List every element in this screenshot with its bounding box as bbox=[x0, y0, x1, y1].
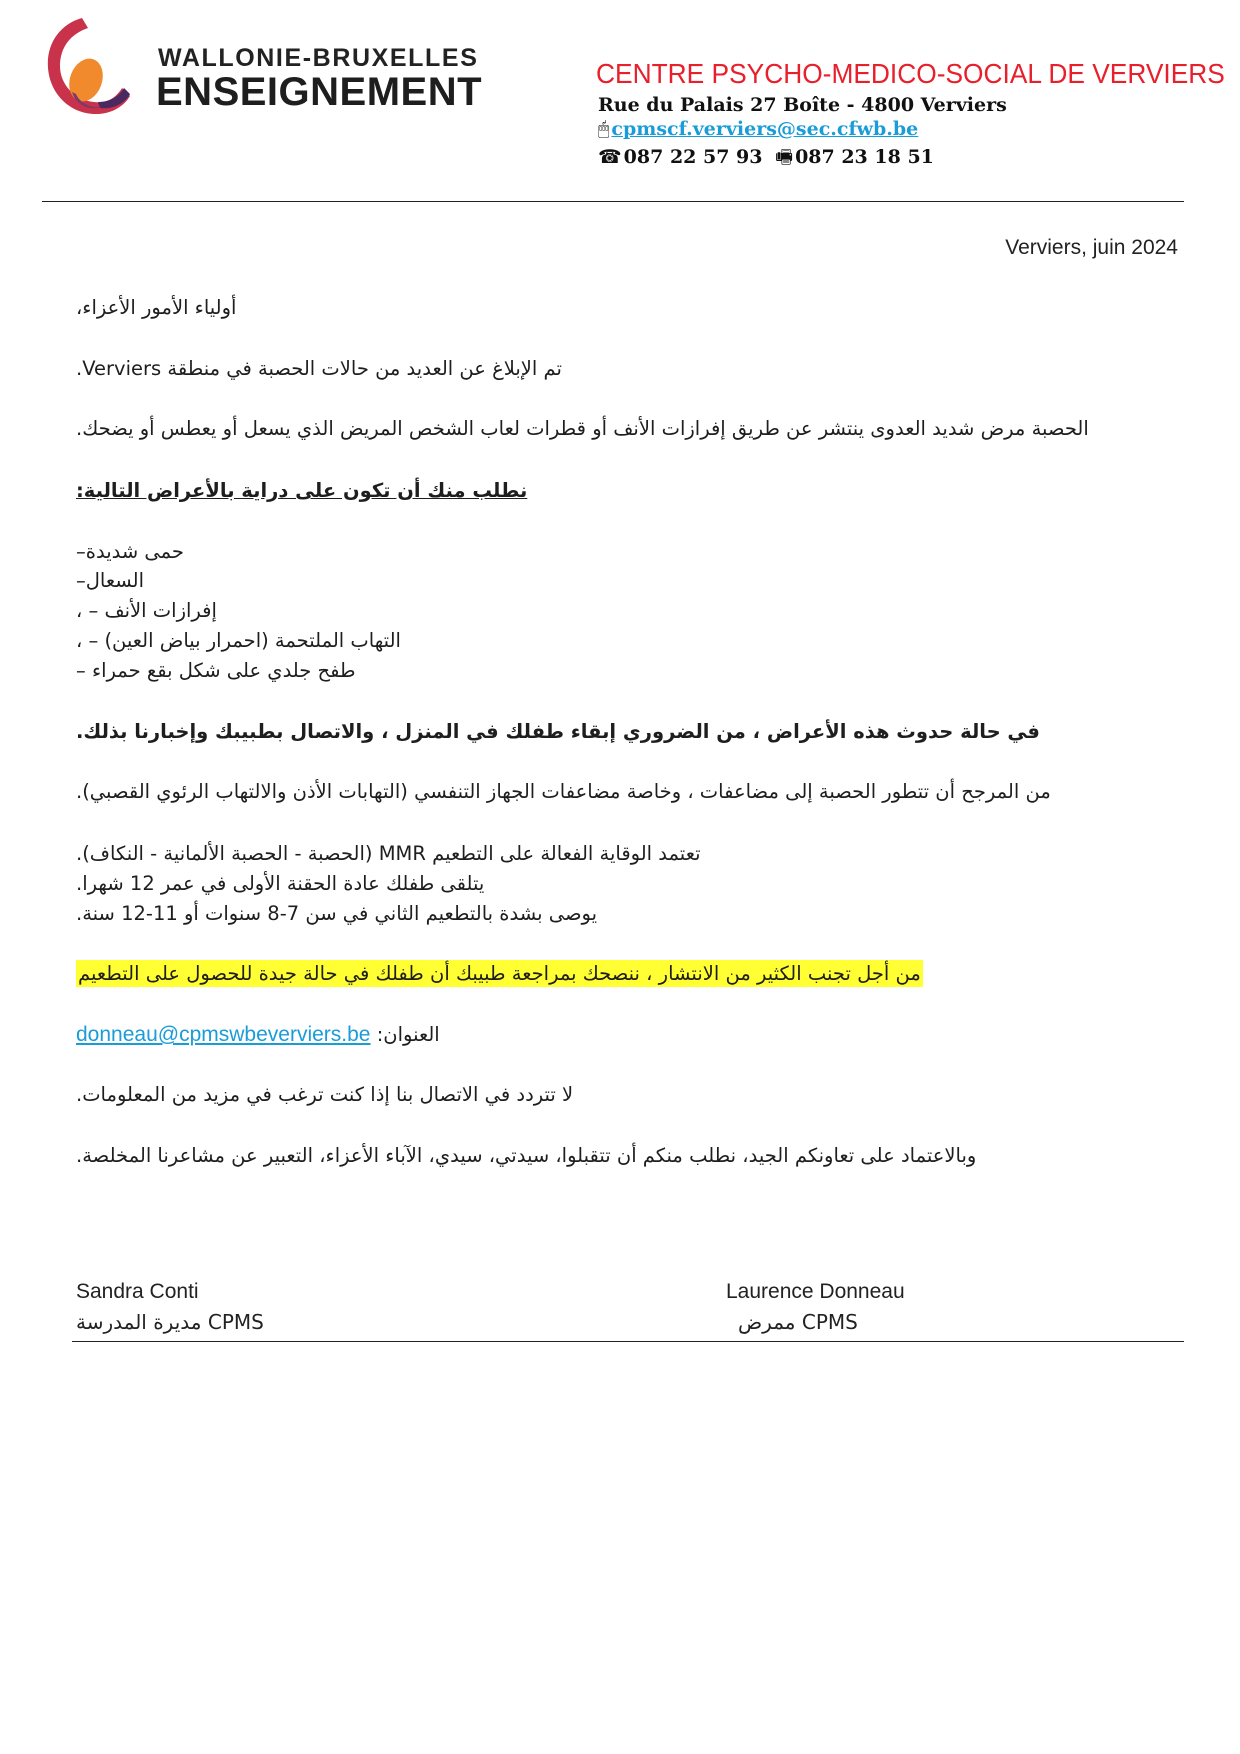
phone-icon: ☎ bbox=[598, 146, 622, 168]
brand-line-2: ENSEIGNEMENT bbox=[156, 70, 483, 114]
vaccination-line: تعتمد الوقاية الفعالة على التطعيم MMR (الحصبة - الحصبة الألمانية - النكاف). bbox=[76, 842, 701, 865]
footer-divider bbox=[72, 1341, 1184, 1342]
address-line bbox=[76, 1023, 1186, 1047]
mouse-icon: 🖱 bbox=[598, 118, 610, 140]
signatory-left-name: Sandra Conti bbox=[76, 1280, 199, 1303]
header-divider bbox=[42, 201, 1184, 202]
highlight-line bbox=[76, 962, 1186, 985]
vaccination-line: يتلقى طفلك عادة الحقنة الأولى في عمر 12 شهرا. bbox=[76, 872, 485, 895]
center-phone-line bbox=[598, 143, 934, 175]
address-label: العنوان: bbox=[376, 1023, 440, 1046]
center-email-link[interactable]: cpmscf.verviers@sec.cfwb.be bbox=[611, 118, 919, 140]
paragraph-2: الحصبة مرض شديد العدوى ينتشر عن طريق إفرازات الأنف أو قطرات لعاب الشخص المريض الذي يسعل أو يعطس أو يضحك. bbox=[76, 417, 1089, 440]
letter-date: Verviers, juin 2024 bbox=[1005, 236, 1178, 259]
center-name: CENTRE PSYCHO-MEDICO-SOCIAL DE VERVIERS bbox=[596, 58, 1225, 89]
paragraph-3: في حالة حدوث هذه الأعراض ، من الضروري إبقاء طفلك في المنزل ، والاتصال بطبيبك وإخبارنا بذلك. bbox=[76, 720, 1040, 743]
paragraph-6: لا تتردد في الاتصال بنا إذا كنت ترغب في مزيد من المعلومات. bbox=[76, 1083, 574, 1106]
fax-icon: 🖷 bbox=[775, 146, 794, 168]
center-address: Rue du Palais 27 Boîte - 4800 Verviers bbox=[598, 94, 1007, 116]
signatory-right-name: Laurence Donneau bbox=[726, 1280, 905, 1303]
symptom-item: السعال– bbox=[76, 569, 145, 592]
paragraph-7: وبالاعتماد على تعاونكم الجيد، نطلب منكم أن تتقبلوا، سيدتي، سيدي، الآباء الأعزاء، التعبير عن مشاعرنا المخلصة. bbox=[76, 1144, 977, 1167]
greeting: أولياء الأمور الأعزاء، bbox=[76, 296, 237, 319]
symptom-item: إفرازات الأنف – ، bbox=[76, 599, 217, 622]
symptom-item: طفح جلدي على شكل بقع حمراء – bbox=[76, 659, 356, 682]
paragraph-4: من المرجح أن تتطور الحصبة إلى مضاعفات ، وخاصة مضاعفات الجهاز التنفسي (التهابات الأذن والالتهاب الرئوي القصبي). bbox=[76, 780, 1051, 803]
paragraph-1: تم الإبلاغ عن العديد من حالات الحصبة في منطقة Verviers. bbox=[76, 357, 562, 380]
phone-number: 087 22 57 93 bbox=[623, 146, 763, 168]
brand-line-1: WALLONIE-BRUXELLES bbox=[158, 44, 479, 72]
symptom-item: حمى شديدة– bbox=[76, 540, 184, 563]
signatory-left-role: مديرة المدرسة CPMS bbox=[76, 1310, 264, 1334]
highlighted-advice: من أجل تجنب الكثير من الانتشار ، ننصحك بمراجعة طبيبك أن طفلك في حالة جيدة للحصول على التطعيم bbox=[78, 962, 921, 985]
center-email-line bbox=[598, 118, 918, 140]
address-email-link[interactable]: donneau@cpmswbeverviers.be bbox=[76, 1023, 371, 1046]
vaccination-line: يوصى بشدة بالتطعيم الثاني في سن 7-8 سنوات أو 11-12 سنة. bbox=[76, 902, 598, 925]
signatory-right-role: ممرض CPMS bbox=[738, 1310, 858, 1334]
wallonie-bruxelles-logo bbox=[42, 14, 132, 118]
symptom-item: التهاب الملتحمة (احمرار بياض العين) – ، bbox=[76, 629, 401, 652]
fax-number: 087 23 18 51 bbox=[795, 146, 934, 168]
symptoms-heading: نطلب منك أن تكون على دراية بالأعراض التالية: bbox=[76, 479, 528, 502]
